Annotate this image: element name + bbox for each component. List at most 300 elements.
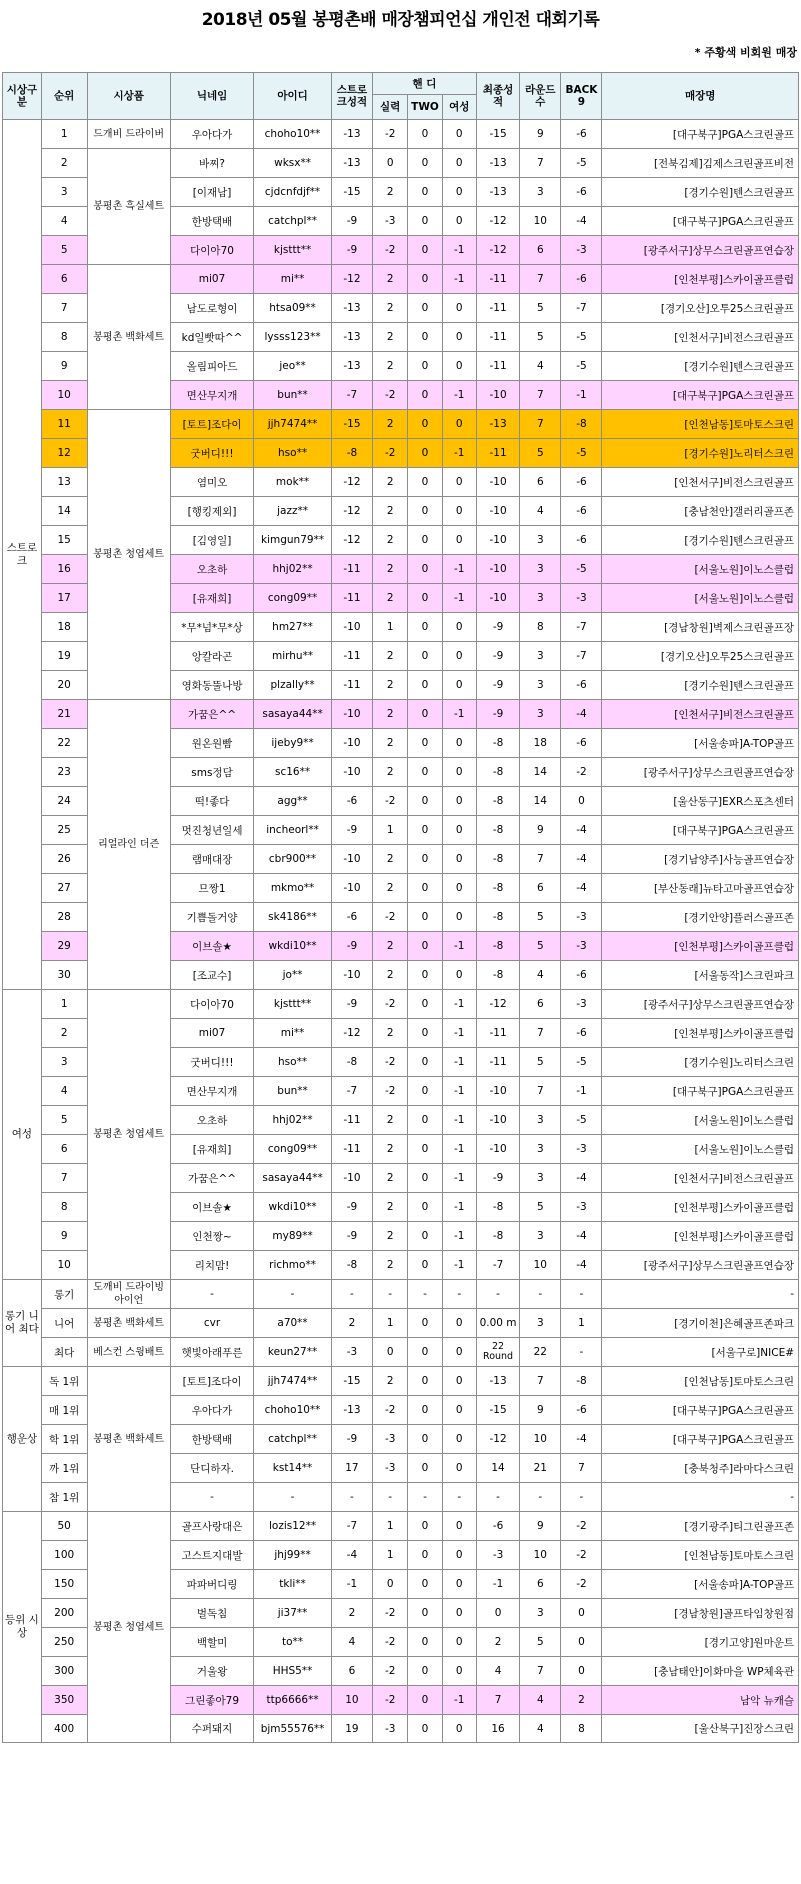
female-cell: 0 <box>442 1715 476 1743</box>
stroke-cell: -13 <box>331 149 372 178</box>
final-cell: -8 <box>476 1193 519 1222</box>
nickname-cell: mi07 <box>170 265 253 294</box>
stroke-cell: -10 <box>331 729 372 758</box>
female-cell: 0 <box>442 816 476 845</box>
nickname-cell: 원온원빰 <box>170 729 253 758</box>
final-cell: -11 <box>476 352 519 381</box>
table-row <box>3 149 799 178</box>
rounds-cell: 7 <box>520 149 561 178</box>
rank-cell: 22 <box>41 729 87 758</box>
nickname-cell: 이브솔★ <box>170 1193 253 1222</box>
stroke-cell: -15 <box>331 1367 372 1396</box>
nickname-cell: 염미오 <box>170 468 253 497</box>
final-cell: -9 <box>476 1164 519 1193</box>
two-cell: 0 <box>408 729 442 758</box>
skill-cell: -2 <box>372 236 407 265</box>
final-cell: -8 <box>476 758 519 787</box>
female-cell: 0 <box>442 207 476 236</box>
female-cell: -1 <box>442 1686 476 1715</box>
rounds-cell: 10 <box>520 207 561 236</box>
store-cell: [경기안양]플러스골프존 <box>602 903 799 932</box>
skill-cell: 2 <box>372 410 407 439</box>
nickname-cell: [유재희] <box>170 1135 253 1164</box>
two-cell: 0 <box>408 1541 442 1570</box>
final-cell: -10 <box>476 497 519 526</box>
final-cell: -11 <box>476 265 519 294</box>
col-rounds: 라운드수 <box>520 73 561 120</box>
rounds-cell: 5 <box>520 323 561 352</box>
prize-cell: 베스컨 스윙배트 <box>87 1338 170 1367</box>
back9-cell: -2 <box>561 1541 602 1570</box>
store-cell: [대구북구]PGA스크린골프 <box>602 816 799 845</box>
skill-cell: -2 <box>372 1628 407 1657</box>
final-cell: -11 <box>476 1048 519 1077</box>
skill-cell: 2 <box>372 1251 407 1280</box>
nickname-cell: 남도로형이 <box>170 294 253 323</box>
store-cell: [인천남동]토마토스크린 <box>602 410 799 439</box>
prize-cell: 봉평촌 백화세트 <box>87 1309 170 1338</box>
col-stroke: 스트로크성적 <box>331 73 372 120</box>
store-cell: [경남창원]골프타임창원점 <box>602 1599 799 1628</box>
two-cell: 0 <box>408 149 442 178</box>
final-cell: -9 <box>476 642 519 671</box>
back9-cell: -5 <box>561 1106 602 1135</box>
store-cell: [인천남동]토마토스크린 <box>602 1541 799 1570</box>
category-cell: 등위 시상 <box>3 1512 42 1743</box>
female-cell: -1 <box>442 932 476 961</box>
stroke-cell: -12 <box>331 468 372 497</box>
rank-cell: 300 <box>41 1657 87 1686</box>
stroke-cell: -12 <box>331 526 372 555</box>
female-cell: -1 <box>442 236 476 265</box>
female-cell: -1 <box>442 1077 476 1106</box>
nickname-cell: 다이아70 <box>170 990 253 1019</box>
rounds-cell: 9 <box>520 1512 561 1541</box>
final-cell: -12 <box>476 1425 519 1454</box>
id-cell: hm27** <box>254 613 332 642</box>
stroke-cell: 19 <box>331 1715 372 1743</box>
two-cell: - <box>408 1483 442 1512</box>
store-cell: [인천서구]비전스크린골프 <box>602 323 799 352</box>
back9-cell: -3 <box>561 932 602 961</box>
final-cell: -1 <box>476 1570 519 1599</box>
stroke-cell: -10 <box>331 845 372 874</box>
id-cell: hso** <box>254 439 332 468</box>
final-cell: -12 <box>476 236 519 265</box>
skill-cell: 1 <box>372 1541 407 1570</box>
back9-cell: -4 <box>561 816 602 845</box>
id-cell: bun** <box>254 381 332 410</box>
two-cell: 0 <box>408 207 442 236</box>
two-cell: 0 <box>408 468 442 497</box>
store-cell: [경기남양주]사능골프연습장 <box>602 845 799 874</box>
final-cell: -8 <box>476 787 519 816</box>
nickname-cell: 그린좋아79 <box>170 1686 253 1715</box>
stroke-cell: -9 <box>331 816 372 845</box>
table-row <box>3 1338 799 1367</box>
back9-cell: 0 <box>561 1657 602 1686</box>
nickname-cell: 우아다가 <box>170 120 253 149</box>
rank-cell: 까 1위 <box>41 1454 87 1483</box>
final-cell: -7 <box>476 1251 519 1280</box>
nickname-cell: 면산무지개 <box>170 1077 253 1106</box>
nickname-cell: 햇빛아래푸른 <box>170 1338 253 1367</box>
two-cell: 0 <box>408 1338 442 1367</box>
two-cell: 0 <box>408 845 442 874</box>
nickname-cell: 수퍼돼지 <box>170 1715 253 1743</box>
final-cell: -8 <box>476 729 519 758</box>
nickname-cell: 오초하 <box>170 555 253 584</box>
store-cell: [충북청주]라마다스크린 <box>602 1454 799 1483</box>
final-cell: 22 Round <box>476 1338 519 1367</box>
rounds-cell: 4 <box>520 1686 561 1715</box>
two-cell: 0 <box>408 961 442 990</box>
skill-cell: 2 <box>372 1019 407 1048</box>
female-cell: -1 <box>442 265 476 294</box>
final-cell: -9 <box>476 613 519 642</box>
stroke-cell: -15 <box>331 410 372 439</box>
nickname-cell: 가꿈은^^ <box>170 1164 253 1193</box>
stroke-cell: -4 <box>331 1541 372 1570</box>
rounds-cell: 7 <box>520 1077 561 1106</box>
two-cell: 0 <box>408 526 442 555</box>
back9-cell: -4 <box>561 1164 602 1193</box>
female-cell: 0 <box>442 758 476 787</box>
two-cell: 0 <box>408 1164 442 1193</box>
rank-cell: 26 <box>41 845 87 874</box>
back9-cell: -8 <box>561 410 602 439</box>
female-cell: 0 <box>442 671 476 700</box>
store-cell: [인천서구]비전스크린골프 <box>602 700 799 729</box>
rounds-cell: 7 <box>520 410 561 439</box>
two-cell: 0 <box>408 1686 442 1715</box>
final-cell: - <box>476 1483 519 1512</box>
rank-cell: 7 <box>41 1164 87 1193</box>
rounds-cell: 6 <box>520 468 561 497</box>
store-cell: [광주서구]상무스크린골프연습장 <box>602 236 799 265</box>
female-cell: -1 <box>442 1135 476 1164</box>
female-cell: 0 <box>442 294 476 323</box>
skill-cell: -3 <box>372 207 407 236</box>
female-cell: 0 <box>442 874 476 903</box>
two-cell: 0 <box>408 1193 442 1222</box>
rounds-cell: 4 <box>520 1715 561 1743</box>
id-cell: mirhu** <box>254 642 332 671</box>
final-cell: -10 <box>476 1135 519 1164</box>
back9-cell: - <box>561 1338 602 1367</box>
store-cell: [서울노원]이노스클럽 <box>602 555 799 584</box>
back9-cell: -5 <box>561 323 602 352</box>
prize-cell: 드개비 드라이버 <box>87 120 170 149</box>
female-cell: -1 <box>442 1222 476 1251</box>
back9-cell: -3 <box>561 990 602 1019</box>
id-cell: hhj02** <box>254 1106 332 1135</box>
col-nickname: 닉네임 <box>170 73 253 120</box>
final-cell: -10 <box>476 1106 519 1135</box>
final-cell: 16 <box>476 1715 519 1743</box>
stroke-cell: -12 <box>331 1019 372 1048</box>
skill-cell: -2 <box>372 903 407 932</box>
final-cell: -12 <box>476 990 519 1019</box>
female-cell: 0 <box>442 323 476 352</box>
stroke-cell: 4 <box>331 1628 372 1657</box>
rounds-cell: 3 <box>520 526 561 555</box>
rounds-cell: 18 <box>520 729 561 758</box>
nickname-cell: [조교수] <box>170 961 253 990</box>
skill-cell: -3 <box>372 1454 407 1483</box>
rank-cell: 150 <box>41 1570 87 1599</box>
rounds-cell: 5 <box>520 932 561 961</box>
rounds-cell: 3 <box>520 555 561 584</box>
rounds-cell: 4 <box>520 497 561 526</box>
nickname-cell: 한방택배 <box>170 207 253 236</box>
back9-cell: -5 <box>561 439 602 468</box>
stroke-cell: -7 <box>331 1512 372 1541</box>
back9-cell: -6 <box>561 729 602 758</box>
nickname-cell: 오초하 <box>170 1106 253 1135</box>
store-cell: [경기이천]은혜골프존파크 <box>602 1309 799 1338</box>
store-cell: [서울노원]이노스클럽 <box>602 1106 799 1135</box>
two-cell: 0 <box>408 439 442 468</box>
rounds-cell: 10 <box>520 1425 561 1454</box>
stroke-cell: -15 <box>331 178 372 207</box>
female-cell: -1 <box>442 1251 476 1280</box>
stroke-cell: -9 <box>331 236 372 265</box>
back9-cell: -5 <box>561 555 602 584</box>
final-cell: -8 <box>476 903 519 932</box>
two-cell: 0 <box>408 555 442 584</box>
female-cell: 0 <box>442 1425 476 1454</box>
id-cell: jjh7474** <box>254 410 332 439</box>
rounds-cell: 3 <box>520 1135 561 1164</box>
stroke-cell: -12 <box>331 497 372 526</box>
skill-cell: 2 <box>372 178 407 207</box>
store-cell: [서울노원]이노스클럽 <box>602 584 799 613</box>
rounds-cell: 7 <box>520 265 561 294</box>
rounds-cell: 7 <box>520 381 561 410</box>
rank-cell: 16 <box>41 555 87 584</box>
two-cell: 0 <box>408 1135 442 1164</box>
category-cell: 행운상 <box>3 1367 42 1512</box>
id-cell: mi** <box>254 265 332 294</box>
rank-cell: 100 <box>41 1541 87 1570</box>
two-cell: 0 <box>408 1222 442 1251</box>
rank-cell: 3 <box>41 178 87 207</box>
rounds-cell: 3 <box>520 178 561 207</box>
final-cell: 4 <box>476 1657 519 1686</box>
rank-cell: 4 <box>41 207 87 236</box>
id-cell: kst14** <box>254 1454 332 1483</box>
back9-cell: -7 <box>561 613 602 642</box>
prize-cell: 리얼라인 더즌 <box>87 700 170 990</box>
nickname-cell: kd일빳따^^ <box>170 323 253 352</box>
two-cell: 0 <box>408 1425 442 1454</box>
skill-cell: 2 <box>372 700 407 729</box>
store-cell: [광주서구]상무스크린골프연습장 <box>602 990 799 1019</box>
female-cell: 0 <box>442 1454 476 1483</box>
back9-cell: -3 <box>561 903 602 932</box>
store-cell: [울산북구]진장스크린 <box>602 1715 799 1743</box>
nickname-cell: 리치맘! <box>170 1251 253 1280</box>
id-cell: hhj02** <box>254 555 332 584</box>
skill-cell: -2 <box>372 787 407 816</box>
id-cell: jeo** <box>254 352 332 381</box>
col-handicap: 핸 디 <box>372 73 476 95</box>
rounds-cell: 6 <box>520 1570 561 1599</box>
store-cell: [인천서구]비전스크린골프 <box>602 1164 799 1193</box>
nickname-cell: 골프사랑대은 <box>170 1512 253 1541</box>
id-cell: jhj99** <box>254 1541 332 1570</box>
female-cell: 0 <box>442 1309 476 1338</box>
back9-cell: -4 <box>561 874 602 903</box>
nickname-cell: 기쁨돌거양 <box>170 903 253 932</box>
back9-cell: -6 <box>561 468 602 497</box>
rank-cell: 8 <box>41 323 87 352</box>
rounds-cell: 7 <box>520 845 561 874</box>
rounds-cell: 5 <box>520 294 561 323</box>
female-cell: -1 <box>442 1106 476 1135</box>
two-cell: 0 <box>408 1454 442 1483</box>
rank-cell: 25 <box>41 816 87 845</box>
rank-cell: 24 <box>41 787 87 816</box>
final-cell: 0 <box>476 1599 519 1628</box>
two-cell: 0 <box>408 1715 442 1743</box>
rank-cell: 매 1위 <box>41 1396 87 1425</box>
skill-cell: 0 <box>372 149 407 178</box>
two-cell: 0 <box>408 1599 442 1628</box>
final-cell: -9 <box>476 700 519 729</box>
rounds-cell: 10 <box>520 1251 561 1280</box>
final-cell: -11 <box>476 439 519 468</box>
skill-cell: 2 <box>372 265 407 294</box>
rank-cell: 4 <box>41 1077 87 1106</box>
store-cell: [인천부평]스카이골프클럽 <box>602 1222 799 1251</box>
id-cell: jazz** <box>254 497 332 526</box>
category-cell: 스트로크 <box>3 120 42 990</box>
id-cell: catchpl** <box>254 207 332 236</box>
rank-cell: 6 <box>41 1135 87 1164</box>
final-cell: -8 <box>476 1222 519 1251</box>
stroke-cell: -10 <box>331 961 372 990</box>
store-cell: [경기오산]오투25스크린골프 <box>602 294 799 323</box>
skill-cell: 2 <box>372 497 407 526</box>
rounds-cell: 3 <box>520 642 561 671</box>
rank-cell: 6 <box>41 265 87 294</box>
two-cell: 0 <box>408 1396 442 1425</box>
stroke-cell: -10 <box>331 613 372 642</box>
skill-cell: 2 <box>372 671 407 700</box>
final-cell: -10 <box>476 584 519 613</box>
store-cell: [경기광주]티그린골프존 <box>602 1512 799 1541</box>
stroke-cell: -6 <box>331 787 372 816</box>
store-cell: [충남천안]갤러리골프존 <box>602 497 799 526</box>
stroke-cell: -11 <box>331 584 372 613</box>
table-row <box>3 1367 799 1396</box>
two-cell: 0 <box>408 787 442 816</box>
nickname-cell: 파파버디링 <box>170 1570 253 1599</box>
rounds-cell: 3 <box>520 1106 561 1135</box>
nickname-cell: 가꿈은^^ <box>170 700 253 729</box>
store-cell: [경기수원]노리터스크린 <box>602 1048 799 1077</box>
skill-cell: -2 <box>372 439 407 468</box>
skill-cell: 1 <box>372 1512 407 1541</box>
nickname-cell: 면산무지개 <box>170 381 253 410</box>
two-cell: 0 <box>408 990 442 1019</box>
two-cell: 0 <box>408 903 442 932</box>
rounds-cell: 6 <box>520 236 561 265</box>
rank-cell: 400 <box>41 1715 87 1743</box>
rounds-cell: 4 <box>520 352 561 381</box>
rounds-cell: 3 <box>520 1164 561 1193</box>
stroke-cell: -1 <box>331 1570 372 1599</box>
prize-cell: 봉평촌 청엽세트 <box>87 1512 170 1743</box>
final-cell: 14 <box>476 1454 519 1483</box>
table-row <box>3 1280 799 1309</box>
nickname-cell: 떡!좋다 <box>170 787 253 816</box>
col-female: 여성 <box>442 95 476 120</box>
two-cell: 0 <box>408 642 442 671</box>
rounds-cell: 3 <box>520 1309 561 1338</box>
id-cell: - <box>254 1280 332 1309</box>
skill-cell: -2 <box>372 1686 407 1715</box>
store-cell: [서울송파]A-TOP골프 <box>602 729 799 758</box>
two-cell: 0 <box>408 294 442 323</box>
rank-cell: 8 <box>41 1193 87 1222</box>
female-cell: -1 <box>442 584 476 613</box>
stroke-cell: -9 <box>331 207 372 236</box>
skill-cell: 2 <box>372 758 407 787</box>
id-cell: sc16** <box>254 758 332 787</box>
skill-cell: 2 <box>372 1367 407 1396</box>
store-cell: [광주서구]상무스크린골프연습장 <box>602 1251 799 1280</box>
back9-cell: 2 <box>561 1686 602 1715</box>
final-cell: -15 <box>476 1396 519 1425</box>
rank-cell: 19 <box>41 642 87 671</box>
skill-cell: -2 <box>372 1599 407 1628</box>
two-cell: 0 <box>408 1251 442 1280</box>
back9-cell: - <box>561 1280 602 1309</box>
store-cell: [경기수원]텐스크린골프 <box>602 526 799 555</box>
rounds-cell: 3 <box>520 1599 561 1628</box>
id-cell: wksx** <box>254 149 332 178</box>
skill-cell: 2 <box>372 1193 407 1222</box>
rounds-cell: 3 <box>520 671 561 700</box>
female-cell: 0 <box>442 903 476 932</box>
rank-cell: 20 <box>41 671 87 700</box>
rank-cell: 10 <box>41 381 87 410</box>
stroke-cell: 6 <box>331 1657 372 1686</box>
back9-cell: 0 <box>561 1599 602 1628</box>
rank-cell: 23 <box>41 758 87 787</box>
rounds-cell: 5 <box>520 1193 561 1222</box>
rank-cell: 5 <box>41 1106 87 1135</box>
female-cell: - <box>442 1280 476 1309</box>
final-cell: -9 <box>476 671 519 700</box>
female-cell: -1 <box>442 381 476 410</box>
female-cell: -1 <box>442 990 476 1019</box>
female-cell: -1 <box>442 1164 476 1193</box>
col-category: 시상구분 <box>3 73 42 120</box>
back9-cell: -6 <box>561 526 602 555</box>
female-cell: 0 <box>442 729 476 758</box>
back9-cell: 1 <box>561 1309 602 1338</box>
two-cell: 0 <box>408 1309 442 1338</box>
two-cell: 0 <box>408 1367 442 1396</box>
id-cell: lozis12** <box>254 1512 332 1541</box>
female-cell: 0 <box>442 1338 476 1367</box>
skill-cell: -2 <box>372 1657 407 1686</box>
store-cell: 남악 뉴캐슬 <box>602 1686 799 1715</box>
